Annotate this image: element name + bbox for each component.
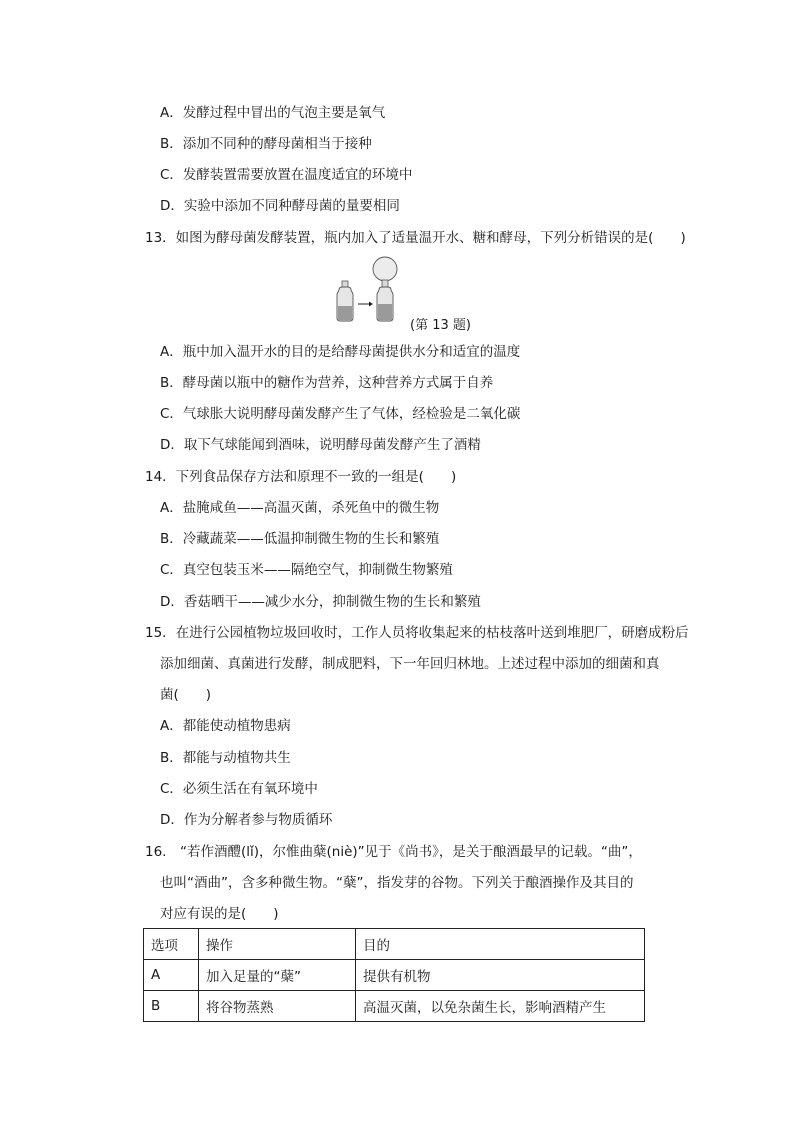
q15-stem-line-1: 15．在进行公园植物垃圾回收时，工作人员将收集起来的枯枝落叶送到堆肥厂，研磨成粉后 <box>145 625 689 641</box>
q12-option-a: A．发酵过程中冒出的气泡主要是氧气 <box>160 105 386 121</box>
q12-option-d: D．实验中添加不同种酵母菌的量要相同 <box>160 198 400 214</box>
q13-option-a: A．瓶中加入温开水的目的是给酵母菌提供水分和适宜的温度 <box>160 344 521 360</box>
table-row <box>144 991 645 1022</box>
table-cell: 将谷物蒸熟 <box>199 991 356 1022</box>
q12-option-c: C．发酵装置需要放置在温度适宜的环境中 <box>160 167 413 183</box>
q16-table <box>143 928 645 1022</box>
table-cell: 提供有机物 <box>356 960 645 991</box>
table-cell: 高温灭菌，以免杂菌生长，影响酒精产生 <box>356 991 645 1022</box>
table-row <box>144 960 645 991</box>
q16-stem-line-1: 16. “若作酒醴(lǐ)，尔惟曲蘖(niè)”见于《尚书》，是关于酿酒最早的记载。“曲”， <box>145 844 642 860</box>
table-header-row <box>144 929 645 960</box>
q13-option-d: D．取下气球能闻到酒味，说明酵母菌发酵产生了酒精 <box>160 437 481 453</box>
q12-option-b: B．添加不同种的酵母菌相当于接种 <box>160 136 372 152</box>
q14-option-d: D．香菇晒干——减少水分，抑制微生物的生长和繁殖 <box>160 594 481 610</box>
q14-stem: 14．下列食品保存方法和原理不一致的一组是( ) <box>145 469 457 485</box>
q13-option-b: B．酵母菌以瓶中的糖作为营养，这种营养方式属于自养 <box>160 375 494 391</box>
table-header-cell: 操作 <box>199 929 356 960</box>
table-cell: A <box>144 960 199 991</box>
q15-option-d: D．作为分解者参与物质循环 <box>160 812 333 828</box>
table-header-cell: 目的 <box>356 929 645 960</box>
q14-option-c: C．真空包装玉米——隔绝空气，抑制微生物繁殖 <box>160 562 453 578</box>
q13-figure-caption: (第 13 题) <box>410 318 471 333</box>
q14-option-a: A．盐腌咸鱼——高温灭菌，杀死鱼中的微生物 <box>160 500 440 516</box>
q13-stem: 13．如图为酵母菌发酵装置，瓶内加入了适量温开水、糖和酵母，下列分析错误的是( ) <box>145 230 686 246</box>
table-cell: B <box>144 991 199 1022</box>
q16-stem-line-2: 也叫“酒曲”，含多种微生物。“蘖”，指发芽的谷物。下列关于酿酒操作及其目的 <box>160 875 634 891</box>
table-header-cell: 选项 <box>144 929 199 960</box>
q13-option-c: C．气球胀大说明酵母菌发酵产生了气体，经检验是二氧化碳 <box>160 406 521 422</box>
q15-option-b: B．都能与动植物共生 <box>160 750 291 766</box>
q16-stem-line-3: 对应有误的是( ) <box>160 906 279 922</box>
q14-option-b: B．冷藏蔬菜——低温抑制微生物的生长和繁殖 <box>160 531 440 547</box>
q15-stem-line-3: 菌( ) <box>160 687 212 703</box>
q15-option-c: C．必须生活在有氧环境中 <box>160 781 318 797</box>
q15-stem-line-2: 添加细菌、真菌进行发酵，制成肥料，下一年回归林地。上述过程中添加的细菌和真 <box>160 656 660 672</box>
table-cell: 加入足量的“蘖” <box>199 960 356 991</box>
q15-option-a: A．都能使动植物患病 <box>160 718 291 734</box>
fermentation-apparatus-figure <box>333 254 403 324</box>
